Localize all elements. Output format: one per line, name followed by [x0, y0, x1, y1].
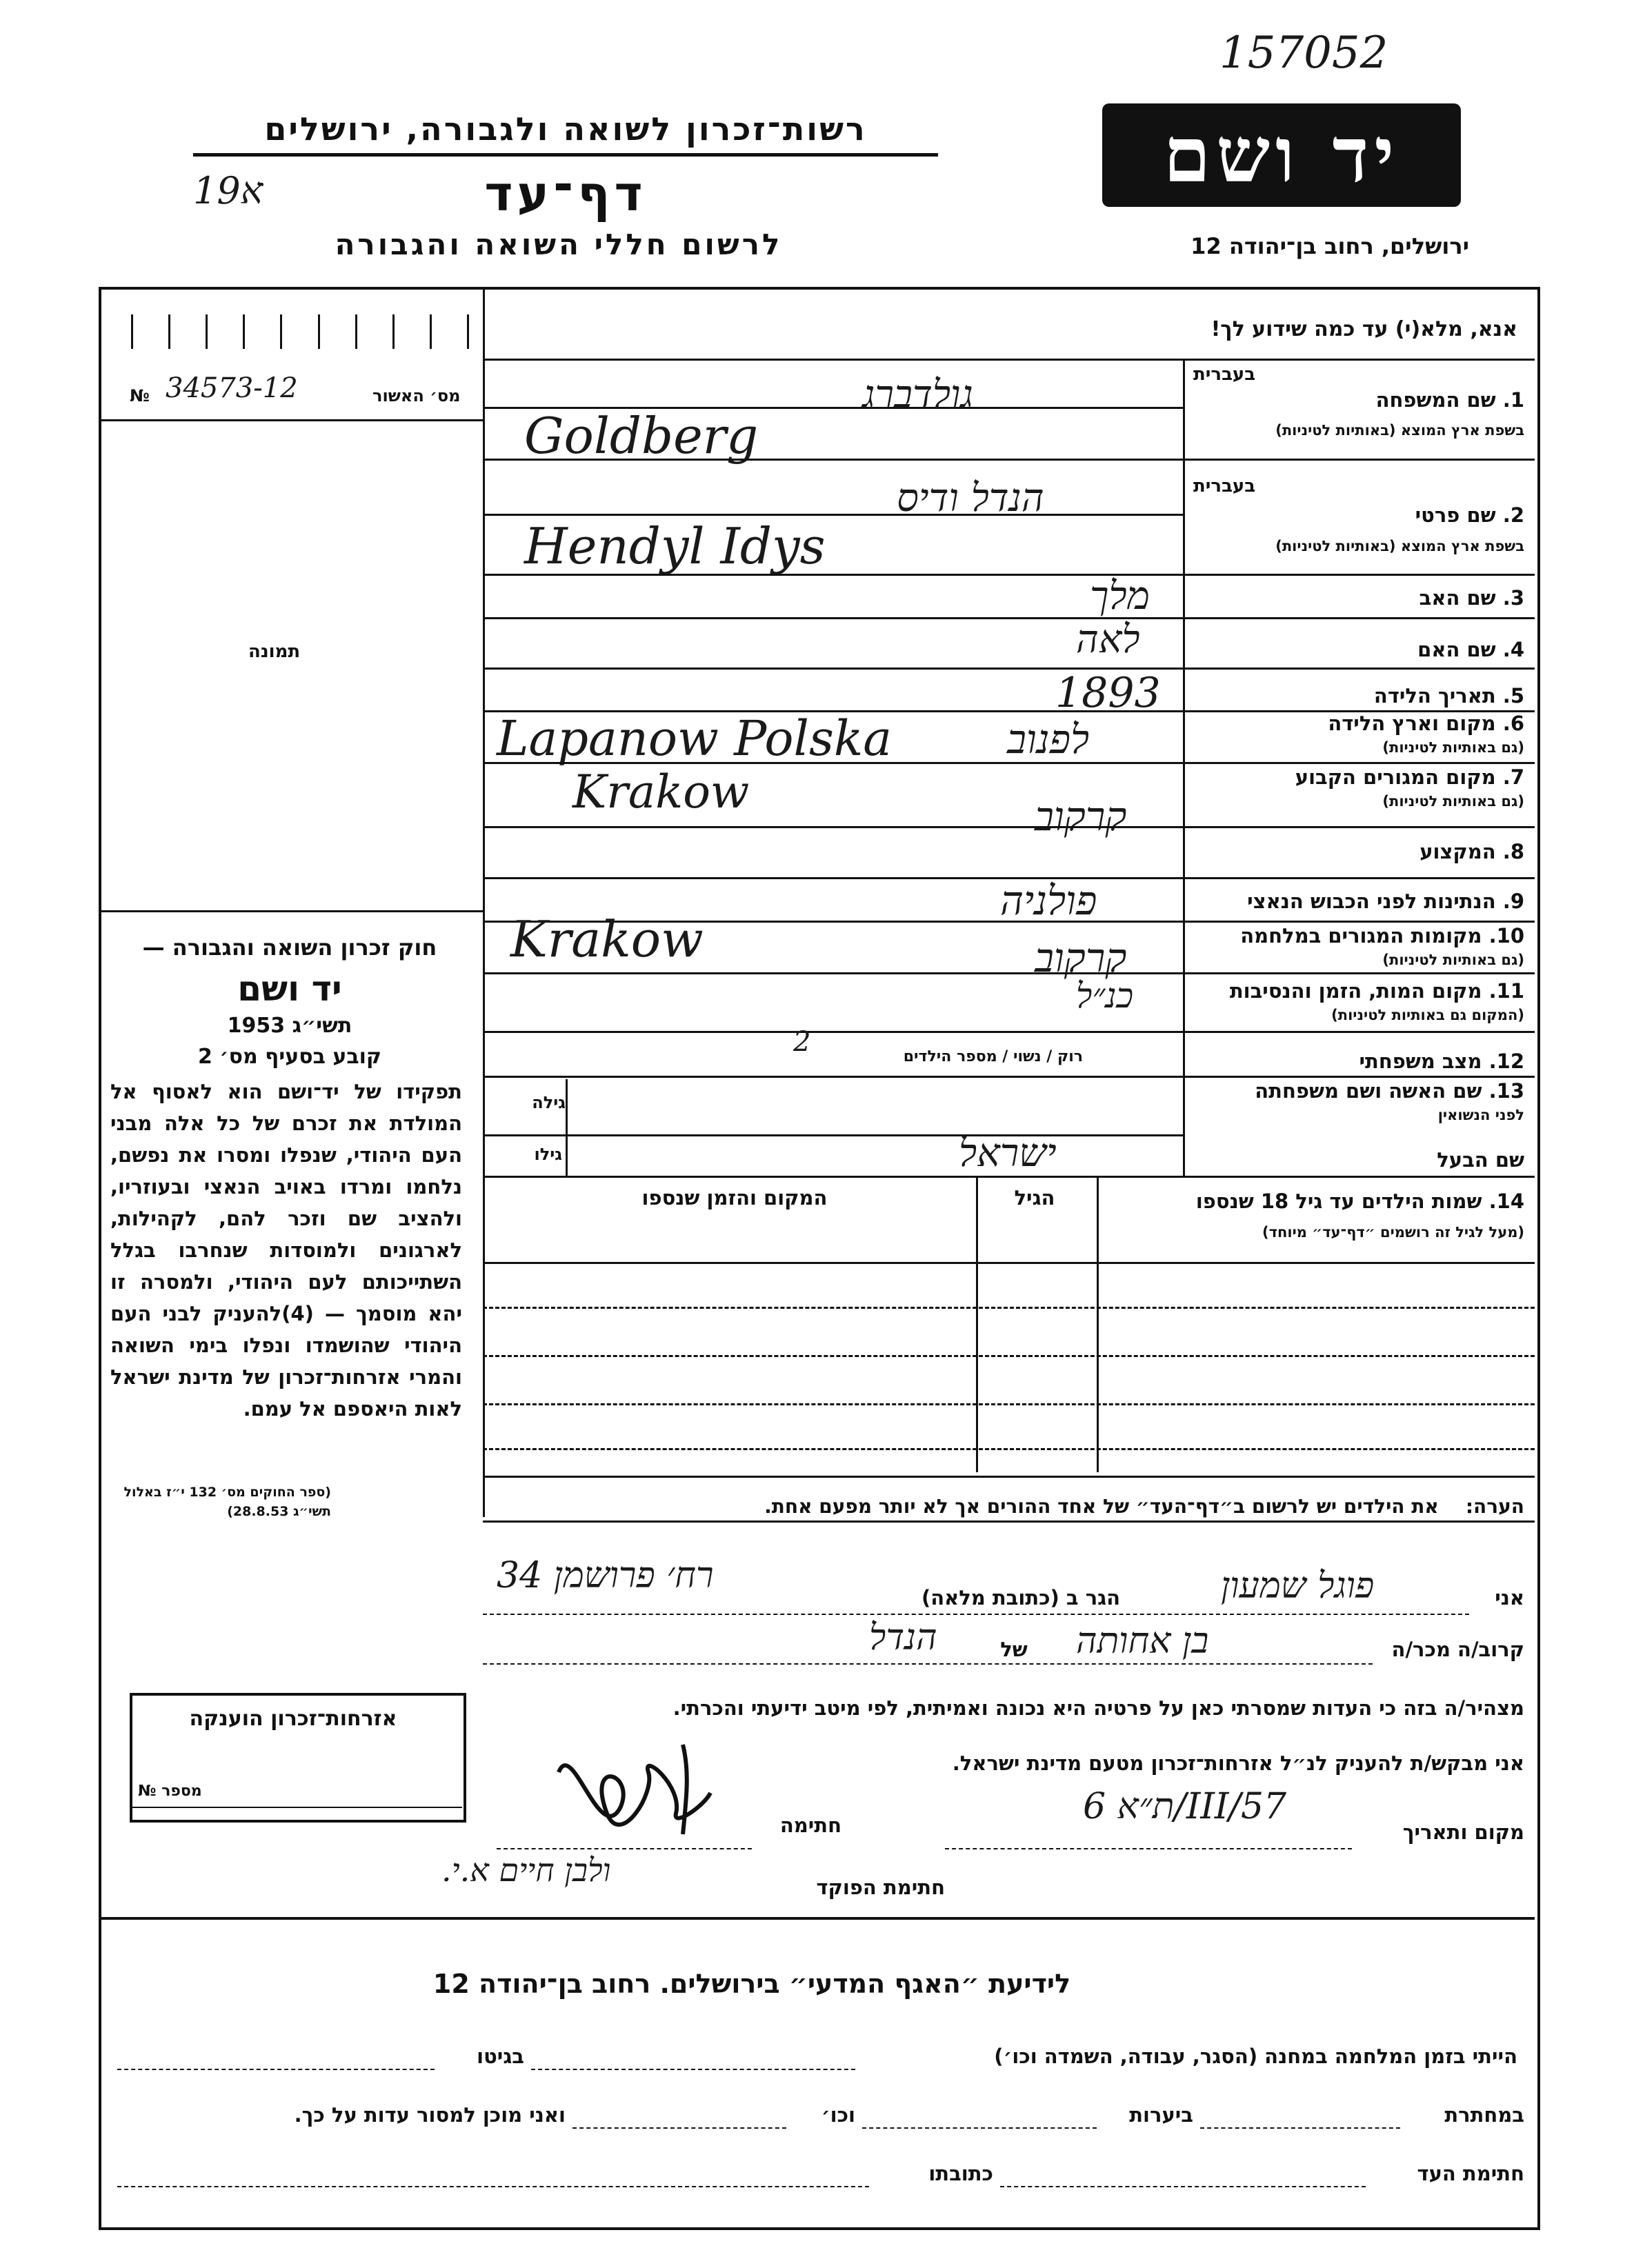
place-date-label: מקום ותאריך — [1402, 1820, 1524, 1844]
row-line-3 — [483, 617, 1535, 619]
field5-num: 5. — [1502, 684, 1524, 708]
field1-num: 1. — [1502, 388, 1524, 412]
camp-label: הייתי בזמן המלחמה במחנה (הסגר, עבודה, השמדה וכו׳) — [994, 2045, 1517, 2068]
children-col-age: הגיל — [1014, 1186, 1055, 1210]
row-line-6 — [483, 762, 1535, 764]
field6-label — [1193, 712, 1524, 735]
children-end-line — [483, 1476, 1535, 1478]
declaration: מצהיר/ה בזה כי העדות שמסרתי כאן על פרטיה היא נכונה ואמיתית, לפי מיטב ידיעתי והכרתי. — [672, 1696, 1524, 1720]
children-col-divider-1 — [976, 1176, 978, 1472]
officer-value: ולבן חיים א.י. — [441, 1851, 611, 1889]
husband-label: שם הבעל — [1437, 1148, 1524, 1172]
field13-sub: לפני הנשואין — [1437, 1107, 1524, 1123]
field12-label — [1193, 1050, 1524, 1073]
field2-latin-label: בשפת ארץ המוצא (באותיות לטיניות) — [1275, 538, 1524, 554]
law-text: תפקידו של יד־ושם הוא לאסוף אל המולדת את זכרם של כל אלה מבני העם היהודי, שנפלו ומסרו את נפשם, נלחמו ומרדו באויב הנאצי ובעוזריו, ולהציב שם וזכר להם, לקהילות, לארגונים ולמוסדות שנחרבו בגלל השתייכותם לעם היהודי, ולמסרה זו יהא מוסמך — (4)להעניק לבני העם היהודי שהושמדו ונפלו בימי השואה והמרי אזרחות־זכרון של מדינת ישראל לאות היאספם אל עמם. — [110, 1080, 462, 1421]
field6-latin-label: (גם באותיות לטיניות) — [1382, 739, 1524, 756]
note-label: הערה: — [1465, 1495, 1524, 1518]
children-num: 14. — [1488, 1190, 1524, 1213]
law-year: תשי״ג 1953 — [227, 1014, 352, 1038]
field1-latin-value: Goldberg — [524, 407, 759, 465]
field12-text: מצב משפחתי — [1359, 1050, 1482, 1073]
field2-heb-label: בעברית — [1193, 476, 1256, 496]
children-row-4 — [483, 1403, 1535, 1405]
field5-label — [1193, 684, 1524, 708]
field9-text: הנתינות לפני הכבוש הנאצי — [1247, 890, 1496, 913]
citizenship-title: אזרחות־זכרון הוענקה — [189, 1707, 397, 1731]
reference-number: 157052 — [1219, 28, 1388, 79]
field4-value: לאה — [1076, 617, 1140, 662]
field11-sub: (המקום גם באותיות לטיניות) — [1331, 1007, 1524, 1023]
field13-mid-line — [483, 1134, 1183, 1136]
children-row-2 — [483, 1307, 1535, 1309]
field2-text: שם פרטי — [1415, 503, 1496, 527]
row-line-12 — [483, 1076, 1535, 1078]
field7-latin-label: (גם באותיות לטיניות) — [1382, 793, 1524, 810]
field10-hebrew-value: קרקוב — [1035, 934, 1127, 981]
field6-hebrew-value: לפנוב — [1007, 716, 1090, 763]
field4-label — [1193, 638, 1524, 661]
relation-label: קרוב/ה מכר/ה — [1391, 1638, 1524, 1661]
row-line-11 — [483, 1031, 1535, 1033]
law-reference: (ספר החוקים מס׳ 132 י״ז באלול תשי״ג 28.8.53) — [123, 1485, 331, 1519]
field10-label — [1193, 924, 1524, 947]
ghetto-line — [117, 2069, 435, 2070]
children-label — [1104, 1190, 1524, 1213]
field6-text: מקום וארץ הלידה — [1328, 712, 1496, 735]
witness-address-label: הגר ב (כתובת מלאה) — [921, 1586, 1121, 1609]
field7-hebrew-value: קרקוב — [1035, 793, 1127, 840]
camp-line — [531, 2069, 855, 2070]
field11-num: 11. — [1488, 979, 1524, 1003]
children-row-3 — [483, 1355, 1535, 1357]
note-line — [483, 1521, 1535, 1523]
field7-text: מקום המגורים הקבוע — [1295, 765, 1496, 789]
photo-label: תמונה — [248, 641, 301, 662]
witness-signature-line — [1000, 2186, 1366, 2187]
witness-address-bottom-line — [117, 2186, 869, 2187]
field2-num: 2. — [1502, 503, 1524, 527]
law-name: יד ושם — [237, 969, 342, 1009]
law-title: חוק זכרון השואה והגבורה — — [142, 934, 437, 961]
of-label: של — [1000, 1638, 1028, 1661]
field10-text: מקומות המגורים במלחמה — [1240, 924, 1482, 947]
place-date-line — [945, 1848, 1352, 1849]
field3-text: שם האב — [1419, 586, 1496, 610]
field9-value: פולניה — [1000, 877, 1097, 924]
children-row-1 — [483, 1262, 1535, 1264]
field11-value: כנ״ל — [1076, 976, 1134, 1016]
field9-num: 9. — [1502, 890, 1524, 913]
field2-label — [1193, 503, 1524, 527]
field6-latin-value: Lapanow Polska — [497, 710, 893, 767]
field6-num: 6. — [1502, 712, 1524, 735]
field13-value: ישראל — [959, 1131, 1057, 1176]
field10-latin-value: Krakow — [510, 910, 704, 968]
label-column-divider — [1183, 360, 1185, 1177]
citizenship-request: אני מבקש/ת להעניק לנ״ל אזרחות־זכרון מטעם מדינת ישראל. — [952, 1752, 1524, 1775]
field3-label — [1193, 586, 1524, 610]
photo-divider — [99, 910, 483, 912]
field8-num: 8. — [1502, 840, 1524, 863]
field1-text: שם המשפחה — [1375, 388, 1496, 412]
forests-line — [862, 2127, 1097, 2129]
field12-num: 12. — [1488, 1050, 1524, 1073]
left-column-divider — [483, 290, 485, 1517]
field4-text: שם האם — [1417, 638, 1496, 661]
field1-latin-label: בשפת ארץ המוצא (באותיות לטיניות) — [1275, 422, 1524, 439]
reg-tickbox — [131, 314, 469, 349]
field11-text: מקום המות, הזמן והנסיבות — [1229, 979, 1482, 1003]
forests-label: ביערות — [1129, 2103, 1193, 2127]
row-line-13 — [483, 1176, 1535, 1178]
note — [497, 1495, 1524, 1518]
underground-line — [1200, 2127, 1400, 2129]
field13-num: 13. — [1488, 1079, 1524, 1103]
witness-signature — [545, 1731, 752, 1855]
instruction: אנא, מלא(י) עד כמה שידוע לך! — [1210, 317, 1517, 341]
field9-label — [1193, 890, 1524, 913]
field5-text: תאריך הלידה — [1373, 684, 1496, 708]
etc-label: וכו׳ — [821, 2103, 855, 2127]
row-line-2 — [483, 574, 1535, 576]
officer-label: חתימת הפוקד — [816, 1876, 945, 1899]
citizenship-line — [131, 1807, 462, 1808]
children-sub: (מעל לגיל זה רושמים ״דף־עד״ מיוחד) — [1262, 1224, 1524, 1241]
children-text: שמות הילדים עד גיל 18 שנספו — [1195, 1190, 1482, 1213]
children-col-place: המקום והזמן שנספו — [641, 1186, 828, 1210]
children-row-5 — [483, 1448, 1535, 1450]
field7-label — [1193, 765, 1524, 789]
row-line-7 — [483, 826, 1535, 828]
ghetto-label: בגיטו — [477, 2045, 524, 2068]
field13-husband-age: גילו — [534, 1145, 562, 1164]
bottom-section-line — [99, 1917, 1535, 1920]
field2-latin-value: Hendyl Idys — [524, 517, 826, 575]
yad-vashem-logo — [1102, 103, 1461, 207]
form-title: דף־עד — [484, 165, 647, 222]
testimony-offer: ואני מוכן למסור עדות על כך. — [294, 2103, 566, 2127]
field13-wife-age: גילה — [532, 1093, 566, 1112]
field7-latin-value: Krakow — [572, 765, 750, 819]
field3-num: 3. — [1502, 586, 1524, 610]
law-section: קובע בסעיף מס׳ 2 — [197, 1045, 382, 1069]
witness-address-bottom-label: כתובתו — [928, 2162, 993, 2185]
place-date-value: ת״א 6/III/57 — [1083, 1786, 1287, 1827]
signature-label: חתימה — [779, 1814, 841, 1837]
witness-i-label: אני — [1495, 1586, 1524, 1609]
children-col-divider-2 — [1097, 1176, 1099, 1472]
corner-mark: 1א9 — [193, 169, 263, 212]
form-subtitle: לרשום חללי השואה והגבורה — [335, 228, 783, 261]
underground-label: במחתרת — [1444, 2103, 1524, 2127]
logo-text: יד ושם — [1163, 110, 1400, 199]
header-underline — [193, 153, 938, 157]
signature-line — [497, 1848, 752, 1849]
row-line-4 — [483, 668, 1535, 670]
field13-text: שם האשה ושם משפחתה — [1255, 1079, 1482, 1103]
of-value: הנדל — [869, 1617, 937, 1658]
field10-num: 10. — [1488, 924, 1524, 947]
field12-options: רוק / נשוי / מספר הילדים — [903, 1048, 1083, 1065]
instruction-divider — [483, 359, 1535, 361]
witness-line-1 — [483, 1614, 1469, 1615]
reg-value: 34573-12 — [166, 372, 298, 404]
field12-value: 2 — [793, 1026, 811, 1058]
field1-hebrew-value: גולדברג — [862, 372, 973, 417]
reg-no-symbol: № — [130, 386, 150, 405]
etc-line — [572, 2127, 786, 2129]
field10-latin-label: (גם באותיות לטיניות) — [1382, 952, 1524, 968]
field1-label — [1193, 388, 1524, 412]
citizenship-number: מספר № — [138, 1783, 202, 1800]
field2-hebrew-value: הנדל ודיס — [897, 476, 1044, 521]
field13-age-divider — [566, 1079, 568, 1176]
witness-signature-label: חתימת העד — [1417, 2162, 1524, 2185]
field1-heb-label: בעברית — [1193, 364, 1256, 385]
note-text: את הילדים יש לרשום ב״דף־העד״ של אחד ההורים אך לא יותר מפעם אחת. — [764, 1495, 1439, 1518]
row-line-1 — [483, 459, 1535, 461]
bottom-title: לידיעת ״האגף המדעי״ בירושלים. רחוב בן־יהודה 12 — [432, 1969, 1071, 1999]
field3-value: מלך — [1090, 574, 1150, 619]
field2-mid-line — [483, 514, 1183, 516]
authority-name: רשות־זכרון לשואה ולגבורה, ירושלים — [264, 110, 867, 148]
reg-label: מס׳ האשור — [372, 386, 461, 405]
field8-label — [1193, 840, 1524, 863]
header-address: ירושלים, רחוב בן־יהודה 12 — [1190, 233, 1469, 259]
field11-label — [1193, 979, 1524, 1003]
field5-value: 1893 — [1055, 669, 1161, 717]
field8-text: המקצוע — [1419, 840, 1496, 863]
field13-label — [1193, 1079, 1524, 1103]
witness-address-value: רח׳ פרושמן 34 — [497, 1555, 714, 1596]
witness-name: פוגל שמעון — [1221, 1565, 1375, 1607]
row-line-10 — [483, 972, 1535, 974]
witness-line-2 — [483, 1663, 1373, 1665]
reg-divider — [99, 419, 483, 421]
field7-num: 7. — [1502, 765, 1524, 789]
field4-num: 4. — [1502, 638, 1524, 661]
relation-value: בן אחותה — [1076, 1620, 1209, 1662]
